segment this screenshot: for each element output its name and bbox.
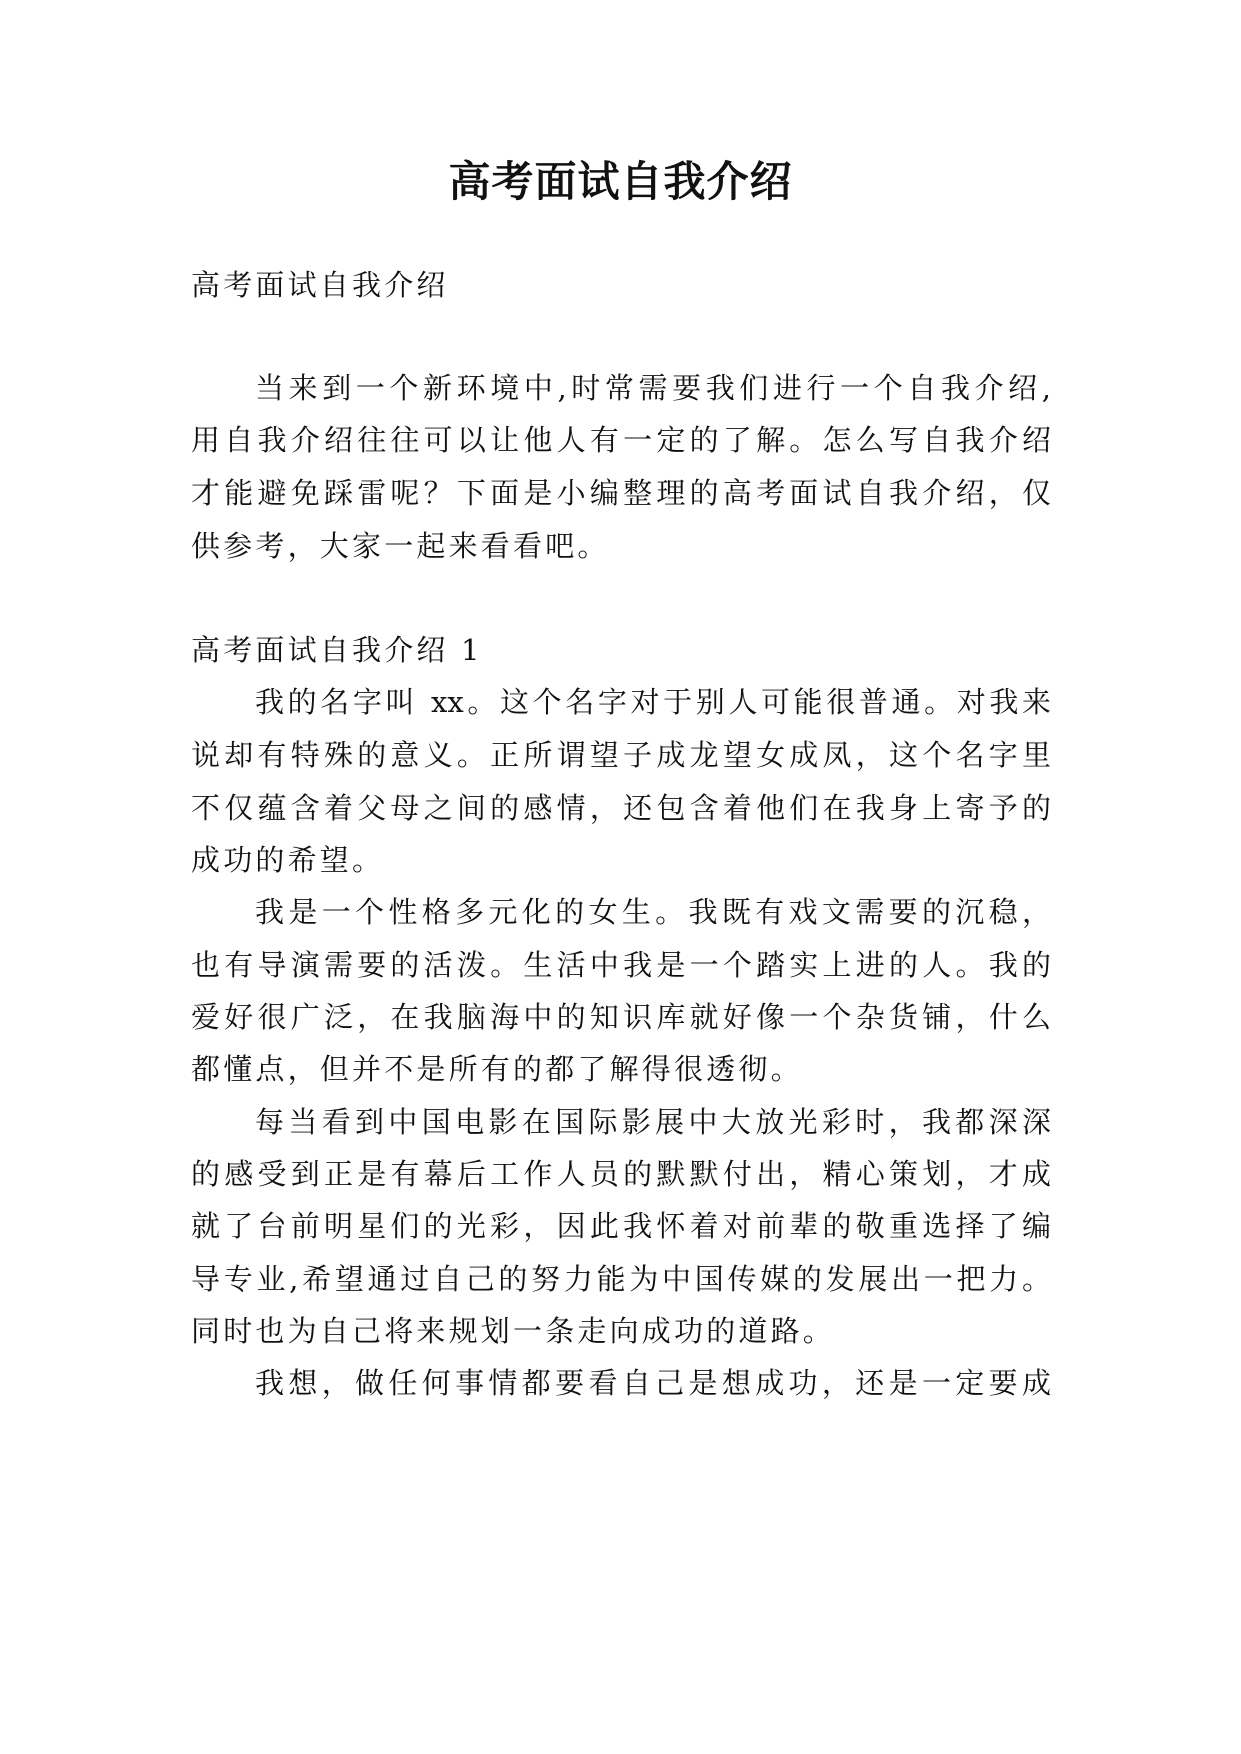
para2-line-4: 都懂点，但并不是所有的都了解得很透彻。 (191, 1052, 803, 1086)
document-title: 高考面试自我介绍 (448, 157, 793, 206)
para1-line-2: 说却有特殊的意义。正所谓望子成龙望女成凤，这个名字里 (191, 738, 1051, 772)
para1-line-4: 成功的希望。 (191, 843, 385, 877)
document-subtitle: 高考面试自我介绍 (191, 268, 449, 302)
para3-line-1: 每当看到中国电影在国际影展中大放光彩时，我都深深 (255, 1105, 1051, 1139)
para2-line-3: 爱好很广泛，在我脑海中的知识库就好像一个杂货铺，什么 (191, 1000, 1051, 1034)
para1-line-1: 我的名字叫 xx。这个名字对于别人可能很普通。对我来 (255, 685, 1051, 719)
para3-line-3: 就了台前明星们的光彩，因此我怀着对前辈的敬重选择了编 (191, 1209, 1051, 1243)
intro-line-2: 用自我介绍往往可以让他人有一定的了解。怎么写自我介绍 (191, 423, 1051, 457)
para2-line-1: 我是一个性格多元化的女生。我既有戏文需要的沉稳， (255, 895, 1051, 929)
para3-line-4: 导专业,希望通过自己的努力能为中国传媒的发展出一把力。 (191, 1262, 1051, 1296)
para4-line-1: 我想，做任何事情都要看自己是想成功，还是一定要成 (255, 1366, 1051, 1400)
intro-line-3: 才能避免踩雷呢？下面是小编整理的高考面试自我介绍，仅 (191, 476, 1051, 510)
para2-line-2: 也有导演需要的活泼。生活中我是一个踏实上进的人。我的 (191, 948, 1051, 982)
intro-line-4: 供参考，大家一起来看看吧。 (191, 529, 610, 563)
intro-line-1: 当来到一个新环境中,时常需要我们进行一个自我介绍, (255, 371, 1051, 405)
para3-line-2: 的感受到正是有幕后工作人员的默默付出，精心策划，才成 (191, 1157, 1051, 1191)
section-heading-1: 高考面试自我介绍 1 (191, 633, 483, 667)
para1-line-3: 不仅蕴含着父母之间的感情，还包含着他们在我身上寄予的 (191, 791, 1051, 825)
para3-line-5: 同时也为自己将来规划一条走向成功的道路。 (191, 1314, 836, 1348)
